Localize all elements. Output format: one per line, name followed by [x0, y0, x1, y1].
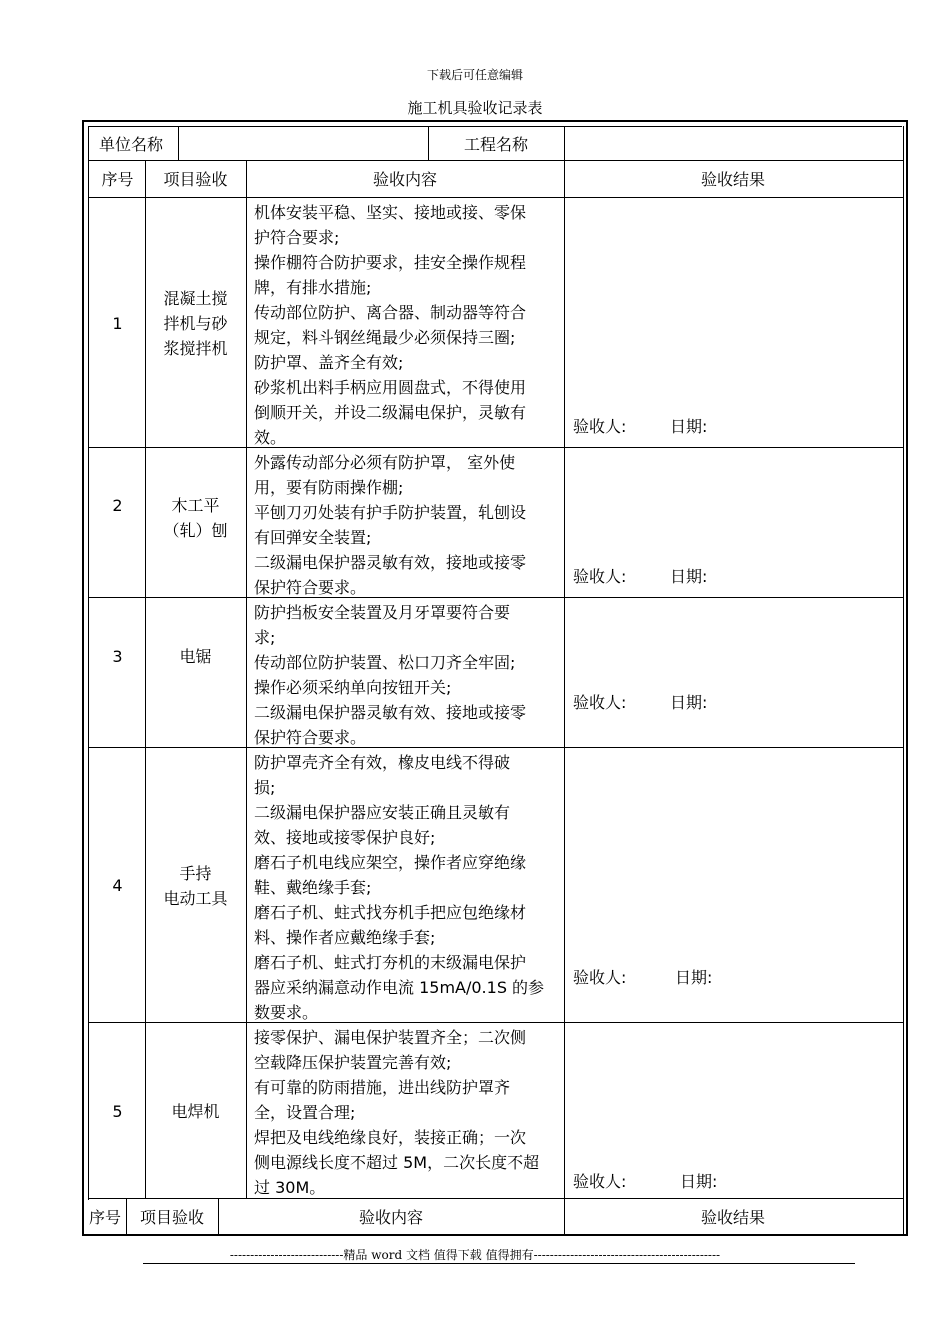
row-3-result[interactable] — [564, 599, 902, 747]
row-1-no: 1 — [112, 313, 123, 333]
unit-name-value[interactable] — [178, 128, 428, 160]
content-line: 传动部位防护装置、松口刀齐全牢固; — [254, 653, 516, 672]
content-line: 操作棚符合防护要求，挂安全操作规程 — [254, 253, 527, 272]
header-note: 下载后可任意编辑 — [426, 68, 523, 82]
content-line: 效。 — [254, 428, 287, 447]
row-5-item-line: 电焊机 — [171, 1101, 220, 1121]
document-title: 施工机具验收记录表 — [407, 99, 543, 117]
row-4-item-line: 电动工具 — [163, 888, 228, 908]
footer-col-header-content: 验收内容 — [358, 1207, 423, 1227]
footer-col-header-item: 项目验收 — [139, 1207, 204, 1227]
col-header-result: 验收结果 — [700, 170, 765, 189]
grid-line — [88, 160, 903, 161]
row-1-item-line: 浆搅拌机 — [163, 338, 228, 358]
row-4-item-line: 手持 — [179, 863, 212, 883]
grid-line — [88, 1198, 903, 1199]
row-2-item-line: （轧）刨 — [163, 521, 228, 540]
row-3-item-line: 电锯 — [179, 647, 212, 666]
content-line: 鞋、戴绝缘手套; — [254, 878, 372, 897]
row-5-no: 5 — [112, 1101, 123, 1121]
date-label: 日期: — [670, 693, 708, 712]
date-label: 日期: — [670, 417, 708, 436]
content-line: 平刨刀刃处装有护手防护装置，轧刨设 — [254, 503, 527, 522]
content-line: 护符合要求; — [254, 228, 340, 247]
row-2-content — [246, 449, 564, 597]
content-line: 磨石子机、蛀式打夯机的末级漏电保护 — [254, 953, 527, 972]
col-header-item: 项目验收 — [163, 170, 228, 189]
content-line: 有回弹安全装置; — [254, 528, 372, 547]
row-5-content — [246, 1024, 564, 1198]
row-4-content — [246, 749, 564, 1022]
content-line: 砂浆机出料手柄应用圆盘式，不得使用 — [254, 378, 527, 397]
content-line: 侧电源线长度不超过 5M，二次长度不超 — [254, 1153, 540, 1172]
content-line: 磨石子机电线应架空，操作者应穿绝缘 — [254, 853, 527, 872]
row-2-no: 2 — [112, 496, 123, 515]
grid-line — [88, 747, 903, 748]
content-line: 二级漏电保护器灵敏有效、接地或接零 — [254, 703, 527, 722]
content-line: 磨石子机、蛀式找夯机手把应包绝缘材 — [254, 903, 527, 922]
inner-left-border — [88, 126, 89, 1200]
content-line: 保护符合要求。 — [254, 578, 367, 597]
content-line: 器应采纳漏意动作电流 15mA/0.1S 的参 — [254, 978, 545, 997]
grid-line — [84, 1234, 906, 1235]
row-1-result[interactable] — [564, 199, 902, 447]
row-1-item-line: 混凝土搅 — [163, 288, 228, 308]
row-4-item — [145, 749, 246, 1022]
content-line: 牌，有排水措施; — [254, 278, 372, 297]
content-line: 机体安装平稳、坚实、接地或接、零保 — [254, 203, 527, 222]
content-line: 数要求。 — [254, 1003, 319, 1022]
inspector-label: 验收人: — [573, 1172, 627, 1191]
row-2-item — [145, 449, 246, 597]
row-1-item-line: 拌机与砂 — [163, 313, 228, 333]
inspection-table — [82, 120, 908, 1236]
footer-col-header-result: 验收结果 — [700, 1207, 765, 1227]
content-line: 操作必须采纳单向按钮开关; — [254, 678, 452, 697]
content-line: 有可靠的防雨措施，进出线防护罩齐 — [254, 1078, 511, 1097]
inner-top-border — [88, 126, 902, 127]
date-label: 日期: — [680, 1172, 718, 1191]
date-label: 日期: — [675, 968, 713, 987]
project-name-value[interactable] — [564, 128, 902, 160]
project-name-label: 工程名称 — [463, 134, 528, 154]
grid-line — [218, 1198, 219, 1234]
row-1-item — [145, 199, 246, 447]
inspector-label: 验收人: — [573, 417, 627, 436]
grid-line — [126, 1198, 127, 1234]
content-line: 二级漏电保护器应安装正确且灵敏有 — [254, 803, 511, 822]
grid-line — [564, 126, 565, 1234]
row-2-item-line: 木工平 — [171, 496, 220, 515]
grid-line — [88, 197, 903, 198]
content-line: 规定，料斗钢丝绳最少必须保持三圈; — [254, 328, 516, 347]
content-line: 防护罩壳齐全有效，橡皮电线不得破 — [254, 753, 511, 772]
content-line: 料、操作者应戴绝缘手套; — [254, 928, 436, 947]
content-line: 损; — [254, 778, 276, 797]
inspector-label: 验收人: — [573, 968, 627, 987]
footer-col-header-no: 序号 — [88, 1207, 121, 1227]
row-3-item — [145, 599, 246, 747]
content-line: 效、接地或接零保护良好; — [254, 828, 436, 847]
row-1-content — [246, 199, 564, 447]
content-line: 防护挡板安全装置及月牙罩要符合要 — [254, 603, 511, 622]
grid-line — [246, 160, 247, 1198]
grid-line — [145, 160, 146, 1198]
footer-rule — [143, 1263, 855, 1264]
content-line: 二级漏电保护器灵敏有效，接地或接零 — [254, 553, 527, 572]
content-line: 传动部位防护、离合器、制动器等符合 — [254, 303, 527, 322]
date-label: 日期: — [670, 567, 708, 586]
row-2-result[interactable] — [564, 449, 902, 597]
row-4-result[interactable] — [564, 749, 902, 1022]
col-header-content: 验收内容 — [372, 170, 437, 189]
content-line: 用，要有防雨操作棚; — [254, 478, 404, 497]
row-3-content — [246, 599, 564, 747]
content-line: 防护罩、盖齐全有效; — [254, 353, 404, 372]
col-header-no: 序号 — [101, 170, 134, 189]
content-line: 保护符合要求。 — [254, 728, 367, 747]
grid-line — [88, 597, 903, 598]
row-5-item — [145, 1024, 246, 1198]
grid-line — [88, 447, 903, 448]
inspector-label: 验收人: — [573, 693, 627, 712]
footer-text: ----------------------------精品 word 文档 值得下载 值得拥有---------------------------------------------- — [229, 1248, 721, 1262]
row-3-no: 3 — [112, 647, 123, 666]
content-line: 过 30M。 — [254, 1178, 326, 1197]
row-4-no: 4 — [112, 876, 123, 895]
content-line: 求; — [254, 628, 276, 647]
content-line: 空载降压保护装置完善有效; — [254, 1053, 452, 1072]
inner-right-border — [903, 126, 904, 1234]
content-line: 外露传动部分必须有防护罩， 室外使 — [254, 453, 516, 472]
content-line: 倒顺开关，并设二级漏电保护，灵敏有 — [254, 403, 527, 422]
content-line: 全，设置合理; — [254, 1103, 356, 1122]
inspector-label: 验收人: — [573, 567, 627, 586]
row-5-result[interactable] — [564, 1024, 902, 1198]
grid-line — [178, 126, 179, 160]
content-line: 焊把及电线绝缘良好，装接正确；一次 — [254, 1128, 527, 1147]
unit-name-label: 单位名称 — [99, 134, 164, 154]
grid-line — [88, 1022, 903, 1023]
content-line: 接零保护、漏电保护装置齐全；二次侧 — [254, 1028, 527, 1047]
grid-line — [428, 126, 429, 160]
